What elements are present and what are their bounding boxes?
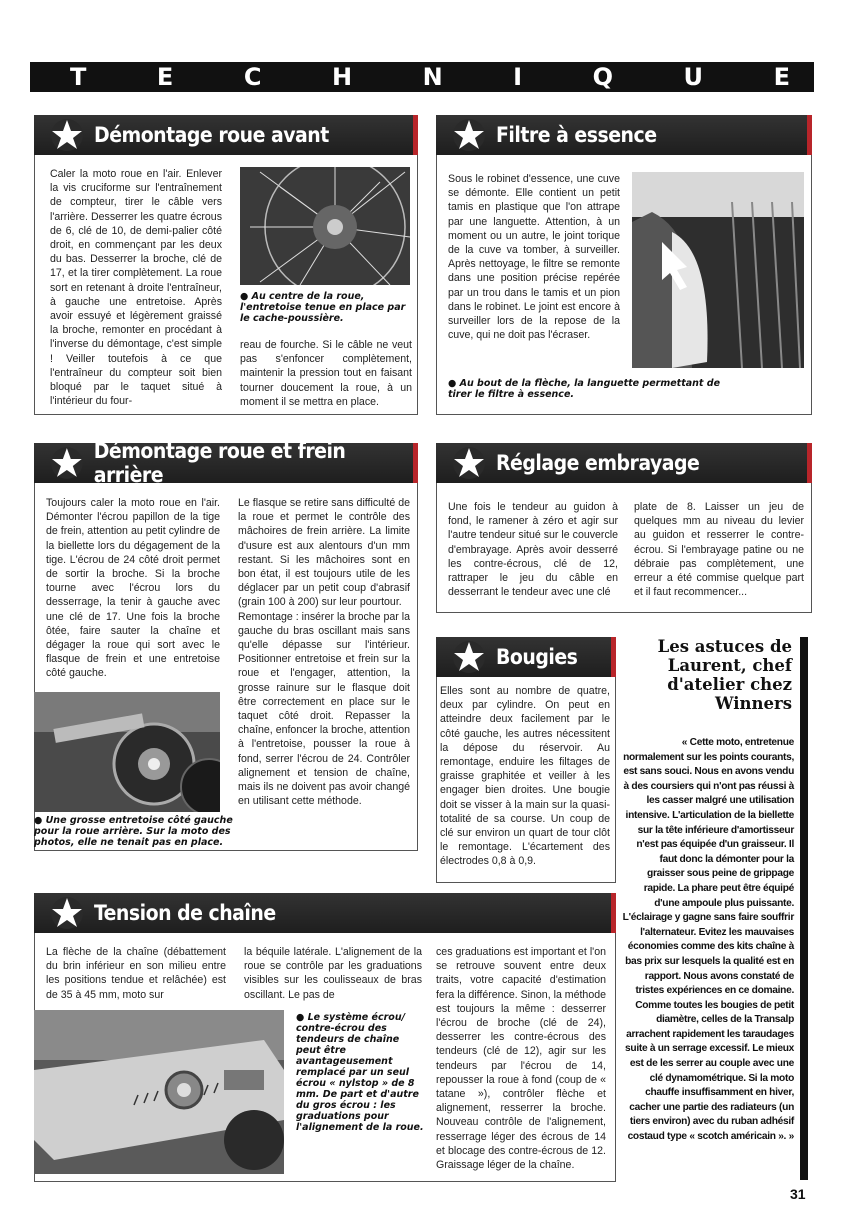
- sidebar-body: « Cette moto, entretenue normalement sur les points courants, est sans souci. Nous en avons vendu à des coursiers qui n'ont pas réussi à les casser malgré une utilisation intensive. L'articulation de la biellette sur la tête inférieure d'amortisseur n'est pas équipée d'un graisseur. Il faut donc la démonter pour la graisser sous peine de grippage rapide. La phare peut être équipé d'une ampoule plus puissante. L'éclairage y gagne sans faire souffrir l'alternateur. Evitez les mauvaises économies comme des kits chaîne à bas prix sur lesquels la qualité est en rapport. Nous avons constaté de tristes expériences en ce domaine. Comme toutes les bougies de petit diamètre, celles de la Transalp arrachent rapidement les taraudages suite à un serrage excessif. Le mieux est de les serrer au couple avec une clé dynamométrique. Si la moto chauffe insuffisamment en hiver, cacher une partie des radiateurs (un tiers environ) avec du ruban adhésif costaud type « scotch américain ». »: [622, 737, 794, 1143]
- filtre-col1: Sous le robinet d'essence, une cuve se démonte. Elle contient un petit tamis en plastique que l'on attrape par une languette. Attention, à un moment ou un autre, le joint torique de la cuve va tomber, à surveiller. Après nettoyage, le filtre se remonte dans une position précise repérée par un trou dans le tamis et un pion dans le robinet. Le joint est encore à surveiller lors de la repose de la cuve, qui ne doit pas l'écraser.: [448, 173, 620, 342]
- section-filtre-header: [436, 115, 812, 155]
- chain-tensioner-caption: ● Le système écrou/ contre-écrou des tendeurs de chaîne peut être avantageusement remplacé par un seul écrou « nylstop » de 8 mm. De part et d'autre du gros écrou : les graduations pour l'alignement de la roue.: [296, 1012, 424, 1133]
- chaine-col1: La flèche de la chaîne (débattement du brin inférieur en son milieu entre les positions tendue et relâchée) est de 35 à 45 mm, moto sur: [46, 946, 226, 1001]
- section-title: Démontage roue et frein arrière: [93, 439, 346, 487]
- rear-wheel-photo: [34, 692, 220, 812]
- banner-letter: U: [683, 63, 704, 91]
- section-chaine-header: [34, 893, 616, 933]
- bougies-col1: Elles sont au nombre de quatre, deux par cylindre. On peut en atteindre deux facilement par le côté gauche, les autres nécessitent la dépose du réservoir. Au remontage, enduire les filtages de graisse graphitée et veiller à les engager bien droites. Une bougie doit se visser à la main sur la quasi-totalité de sa course. Un coup de clé sur environ un quart de tour clôt le remontage. L'écartement des électrodes 0,8 à 0,9.: [440, 685, 610, 868]
- section-title: Bougies: [496, 645, 578, 669]
- star-icon: [50, 446, 84, 480]
- banner-letter: C: [243, 63, 262, 91]
- star-icon: [452, 118, 486, 152]
- banner-letter: I: [513, 63, 523, 91]
- sidebar-rule: [800, 637, 808, 1180]
- roue-avant-col1: Caler la moto roue en l'air. Enlever la vis cruciforme sur l'entraînement de compteur, tirer le câble vers l'arrière. Desserrer les quatre écrous de 6, clé de 10, de demi-palier côté droit, en commençant par les deux du bas. Desserrer la broche, clé de 17, et la tirer complètement. La roue sort en retenant à droite l'entraîneur, à gauche une entretoise. Après avoir essuyé et légèrement graissé la broche, remonter en procédant à l'inverse du démontage, c'est simple ! Veiller toutefois à ce que l'entraîneur du compteur soit bien bloqué par le taquet situé à l'intérieur du four-: [50, 168, 222, 408]
- banner-letter: E: [156, 63, 174, 91]
- section-title: Démontage roue avant: [94, 123, 329, 147]
- section-embrayage-header: [436, 443, 812, 483]
- section-roue-arriere-header: [34, 439, 418, 487]
- page-number: 31: [790, 1186, 806, 1202]
- chaine-col2: la béquile latérale. L'alignement de la roue se contrôle par les graduations visibles sur les coulisseaux de bras oscillant. Le pas de: [244, 946, 422, 1001]
- banner-letter: T: [70, 63, 87, 91]
- roue-arriere-col1: Toujours caler la moto roue en l'air. Démonter l'écrou papillon de la tige de frein, attention au petit cylindre de la biellette lors du dégagement de la tige. L'écrou de 24 côté droit permet de sortir la broche. Si la broche tourne avec l'écrou lors du desserrage, la tenir à gauche avec une clé de 17. Une fois la broche ôtée, faire sauter la chaîne et dégager la roue qui sort avec le flasque de frein et une entretoise côté gauche.: [46, 497, 220, 680]
- banner-letter: N: [422, 63, 443, 91]
- section-roue-avant-header: [34, 115, 418, 155]
- sidebar-title: Les astuces de Laurent, chef d'atelier chez Winners: [657, 637, 792, 713]
- front-wheel-caption: ● Au centre de la roue, l'entretoise tenue en place par le cache-poussière.: [240, 291, 406, 324]
- star-icon: [452, 640, 486, 674]
- banner-letter: Q: [592, 63, 614, 91]
- technique-banner: [30, 62, 814, 92]
- rear-wheel-caption: ● Une grosse entretoise côté gauche pour la roue arrière. Sur la moto des photos, elle ne tenait pas en place.: [34, 815, 233, 848]
- star-icon: [50, 118, 84, 152]
- chaine-col3: ces graduations est important et l'on se retrouve souvent entre deux traits, votre capacité d'estimation fera la différence. Sinon, la méthode est toujours la même : desserrer l'écrou de broche (clé de 24), desserrer les contre-écrous des tendeurs (clé de 12), agir sur les tendeurs par l'écrou de 14, repousser la roue à fond (coup de « tatane »), contrôler flèche et alignement, resserrer la broche. Nouveau contrôle de l'alignement, resserrage léger des écrous de 14 et blocage des contre-écrous de 12. Graissage léger de la chaîne.: [436, 946, 607, 1172]
- banner-letter: E: [773, 63, 790, 91]
- roue-arriere-col2: Le flasque se retire sans difficulté de la roue et permet le contrôle des mâchoires de frein arrière. La limite d'usure est aux alentours d'un mm restant. Si les mâchoires sont en bon état, il est toujours utile de les déglacer par un petit coup d'abrasif (grain 100 à 200) sur leur pourtour. Remontage : insérer la broche par la gauche du bras oscillant mais sans qu'elle dépasse sur l'intérieur. Positionner entretoise et frein sur la roue et l'engager, attention, la grosse rainure sur le flasque doit être correctement en place sur le taquet côté droit. Repasser la chaîne, enfoncer la broche, attention à l'entretoise, pousser la roue à fond, serrer l'écrou de 24. Contrôler alignement et tension de chaîne, mais ils ne doivent pas avoir changé en utilisant cette méthode.: [238, 497, 410, 808]
- fuel-filter-caption: ● Au bout de la flèche, la languette permettant de tirer le filtre à essence.: [448, 378, 721, 400]
- chain-tensioner-photo: [34, 1010, 284, 1174]
- section-title: Tension de chaîne: [94, 901, 276, 925]
- section-bougies-header: [436, 637, 616, 677]
- banner-letter: H: [331, 63, 353, 91]
- embrayage-col1: Une fois le tendeur au guidon à fond, le ramener à zéro et agir sur l'autre tendeur situé sur le couvercle d'embrayage. Après avoir desserré les contre-écrous, clé de 12, rattraper le jeu du câble en desserrant le tendeur avec une clé: [448, 501, 618, 599]
- section-title: Filtre à essence: [496, 123, 657, 147]
- front-wheel-photo: [240, 167, 410, 285]
- star-icon: [452, 446, 486, 480]
- roue-avant-col2: reau de fourche. Si le câble ne veut pas s'enfoncer complètement, maintenir la pression tout en faisant tourner doucement la roue, à un moment il se mettra en place.: [240, 339, 412, 408]
- fuel-filter-photo: [632, 172, 804, 368]
- star-icon: [50, 896, 84, 930]
- section-title: Réglage embrayage: [496, 451, 700, 475]
- embrayage-col2: plate de 8. Laisser un jeu de quelques mm au niveau du levier au guidon et resserrer le contre-écrou. Si l'embrayage patine ou ne débraie pas complètement, une erreur a été commise quelque part et il faut recommencer...: [634, 501, 804, 599]
